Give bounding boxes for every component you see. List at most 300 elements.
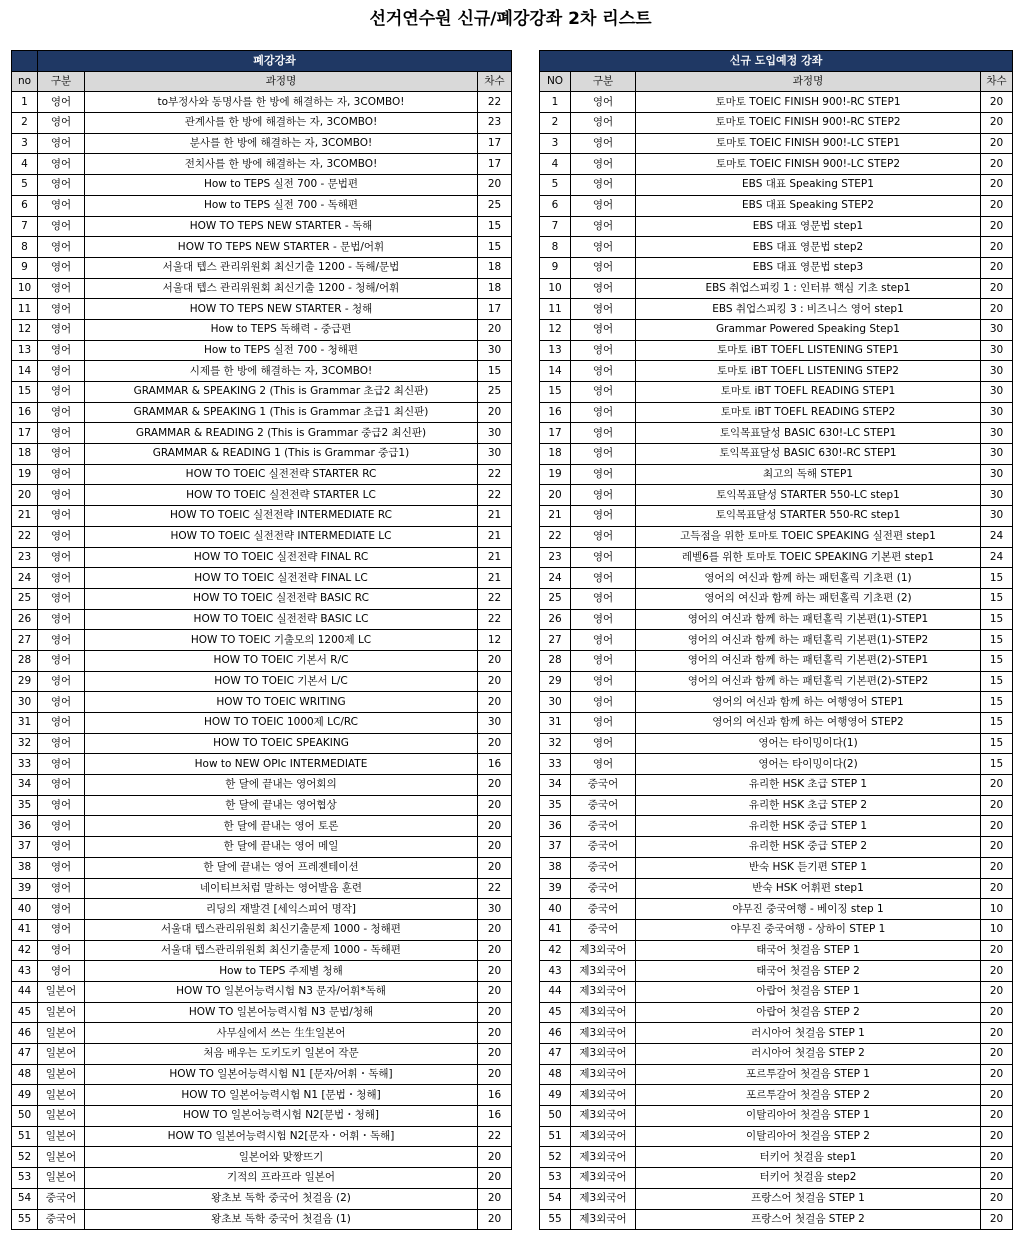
cell-category: 영어 — [571, 319, 636, 340]
table-row — [12, 257, 512, 278]
cell-no: 41 — [12, 919, 38, 940]
cell-category: 중국어 — [38, 1209, 85, 1230]
cell-course-name: 전치사를 한 방에 해결하는 자, 3COMBO! — [85, 154, 478, 175]
cell-course-name: EBS 취업스피킹 3 : 비즈니스 영어 step1 — [636, 299, 981, 320]
cell-category: 제3외국어 — [571, 1002, 636, 1023]
cell-sessions: 15 — [981, 671, 1013, 692]
cell-category: 영어 — [38, 878, 85, 899]
cell-category: 영어 — [38, 816, 85, 837]
cell-course-name: HOW TO TOEIC 실전전략 FINAL RC — [85, 547, 478, 568]
cell-course-name: 태국어 첫걸음 STEP 2 — [636, 961, 981, 982]
cell-course-name: 영어의 여신과 함께 하는 패턴홀릭 기초편 (2) — [636, 588, 981, 609]
cell-no: 15 — [12, 382, 38, 403]
cell-no: 53 — [540, 1168, 571, 1189]
cell-sessions: 25 — [478, 382, 512, 403]
cell-course-name: 영어는 타이밍이다(1) — [636, 733, 981, 754]
cell-course-name: 토마토 TOEIC FINISH 900!-LC STEP1 — [636, 133, 981, 154]
table-row — [12, 981, 512, 1002]
cell-course-name: How to TEPS 실전 700 - 독해편 — [85, 195, 478, 216]
cell-sessions: 17 — [478, 133, 512, 154]
table-row — [540, 361, 1013, 382]
cell-course-name: to부정사와 동명사를 한 방에 해결하는 자, 3COMBO! — [85, 92, 478, 113]
cell-course-name: 토마토 TOEIC FINISH 900!-RC STEP2 — [636, 113, 981, 134]
table-row — [12, 361, 512, 382]
table-row — [12, 1168, 512, 1189]
cell-category: 영어 — [571, 526, 636, 547]
cell-course-name: 아랍어 첫걸음 STEP 1 — [636, 981, 981, 1002]
cell-sessions: 30 — [478, 444, 512, 465]
cell-no: 45 — [540, 1002, 571, 1023]
cell-sessions: 20 — [478, 319, 512, 340]
cell-category: 영어 — [38, 857, 85, 878]
cell-sessions: 22 — [478, 609, 512, 630]
cell-category: 영어 — [38, 775, 85, 796]
cell-course-name: 시제를 한 방에 해결하는 자, 3COMBO! — [85, 361, 478, 382]
cell-no: 53 — [12, 1168, 38, 1189]
cell-no: 27 — [540, 630, 571, 651]
cell-course-name: 한 달에 끝내는 영어회의 — [85, 775, 478, 796]
table-row — [540, 940, 1013, 961]
table-row — [540, 713, 1013, 734]
cell-no: 36 — [540, 816, 571, 837]
cell-sessions: 30 — [981, 485, 1013, 506]
table-row — [12, 899, 512, 920]
table-row — [540, 671, 1013, 692]
table-row — [12, 506, 512, 527]
cell-sessions: 20 — [478, 816, 512, 837]
cell-category: 제3외국어 — [571, 1188, 636, 1209]
cell-sessions: 20 — [478, 1023, 512, 1044]
cell-no: 41 — [540, 919, 571, 940]
cell-no: 29 — [540, 671, 571, 692]
table-row — [540, 526, 1013, 547]
cell-no: 46 — [540, 1023, 571, 1044]
cell-no: 16 — [540, 402, 571, 423]
cell-no: 23 — [12, 547, 38, 568]
cell-course-name: 한 달에 끝내는 영어 프레젠테이션 — [85, 857, 478, 878]
cell-no: 19 — [540, 464, 571, 485]
cell-sessions: 22 — [478, 1126, 512, 1147]
cell-sessions: 16 — [478, 754, 512, 775]
cell-sessions: 20 — [981, 1126, 1013, 1147]
cell-course-name: 토마토 TOEIC FINISH 900!-LC STEP2 — [636, 154, 981, 175]
cell-category: 일본어 — [38, 1023, 85, 1044]
cell-course-name: GRAMMAR & SPEAKING 2 (This is Grammar 초급2 최신판) — [85, 382, 478, 403]
cell-category: 영어 — [571, 216, 636, 237]
cell-no: 10 — [540, 278, 571, 299]
cell-no: 26 — [540, 609, 571, 630]
cell-no: 7 — [540, 216, 571, 237]
cell-category: 영어 — [38, 568, 85, 589]
cell-sessions: 15 — [981, 754, 1013, 775]
cell-sessions: 20 — [981, 1147, 1013, 1168]
closed-courses-table — [11, 50, 512, 1230]
cell-no: 43 — [12, 961, 38, 982]
table-row — [540, 278, 1013, 299]
cell-sessions: 15 — [981, 568, 1013, 589]
cell-no: 21 — [540, 506, 571, 527]
table-row — [540, 857, 1013, 878]
cell-category: 영어 — [571, 692, 636, 713]
cell-no: 52 — [540, 1147, 571, 1168]
cell-course-name: HOW TO TOEIC WRITING — [85, 692, 478, 713]
cell-course-name: HOW TO TOEIC 실전전략 STARTER RC — [85, 464, 478, 485]
table-row — [540, 899, 1013, 920]
table-row — [12, 1002, 512, 1023]
cell-course-name: GRAMMAR & READING 2 (This is Grammar 중급2 최신판) — [85, 423, 478, 444]
cell-sessions: 20 — [478, 733, 512, 754]
cell-category: 영어 — [38, 609, 85, 630]
cell-course-name: 영어의 여신과 함께 하는 패턴홀릭 기본편(2)-STEP1 — [636, 650, 981, 671]
cell-course-name: 네이티브처럼 말하는 영어발음 훈련 — [85, 878, 478, 899]
cell-category: 영어 — [571, 485, 636, 506]
table-row — [540, 919, 1013, 940]
cell-category: 영어 — [571, 733, 636, 754]
cell-no: 55 — [540, 1209, 571, 1230]
cell-category: 중국어 — [571, 816, 636, 837]
table-row — [12, 754, 512, 775]
cell-sessions: 20 — [981, 1002, 1013, 1023]
cell-category: 영어 — [38, 92, 85, 113]
table-row — [540, 692, 1013, 713]
cell-course-name: 반숙 HSK 어휘편 step1 — [636, 878, 981, 899]
cell-sessions: 20 — [478, 837, 512, 858]
table-row — [12, 216, 512, 237]
cell-category: 제3외국어 — [571, 981, 636, 1002]
table-row — [12, 1188, 512, 1209]
table-row — [540, 319, 1013, 340]
cell-course-name: 야무진 중국여행 - 베이징 step 1 — [636, 899, 981, 920]
cell-no: 8 — [540, 237, 571, 258]
table-row — [12, 423, 512, 444]
cell-course-name: 영어의 여신과 함께 하는 패턴홀릭 기초편 (1) — [636, 568, 981, 589]
table-row — [12, 961, 512, 982]
table-row — [12, 1085, 512, 1106]
cell-course-name: 최고의 독해 STEP1 — [636, 464, 981, 485]
cell-no: 3 — [540, 133, 571, 154]
cell-no: 39 — [12, 878, 38, 899]
table-row — [540, 237, 1013, 258]
table-row — [540, 547, 1013, 568]
cell-course-name: HOW TO TEPS NEW STARTER - 독해 — [85, 216, 478, 237]
cell-category: 영어 — [571, 154, 636, 175]
table-row — [540, 92, 1013, 113]
cell-course-name: EBS 대표 Speaking STEP2 — [636, 195, 981, 216]
cell-sessions: 25 — [478, 195, 512, 216]
cell-sessions: 20 — [478, 1168, 512, 1189]
cell-sessions: 30 — [478, 713, 512, 734]
cell-sessions: 20 — [981, 113, 1013, 134]
cell-sessions: 20 — [478, 671, 512, 692]
cell-course-name: EBS 취업스피킹 1 : 인터뷰 핵심 기초 step1 — [636, 278, 981, 299]
cell-sessions: 23 — [478, 113, 512, 134]
cell-category: 제3외국어 — [571, 1209, 636, 1230]
cell-course-name: HOW TO TEPS NEW STARTER - 문법/어휘 — [85, 237, 478, 258]
cell-sessions: 30 — [981, 382, 1013, 403]
cell-category: 영어 — [571, 547, 636, 568]
table-row — [540, 464, 1013, 485]
cell-sessions: 30 — [981, 361, 1013, 382]
cell-category: 중국어 — [571, 795, 636, 816]
cell-sessions: 16 — [478, 1106, 512, 1127]
table-row — [540, 630, 1013, 651]
cell-no: 1 — [12, 92, 38, 113]
cell-no: 6 — [12, 195, 38, 216]
table-row — [540, 113, 1013, 134]
cell-course-name: 포르투갈어 첫걸음 STEP 1 — [636, 1064, 981, 1085]
cell-course-name: HOW TO TOEIC 기본서 L/C — [85, 671, 478, 692]
cell-course-name: 영어의 여신과 함께 하는 패턴홀릭 기본편(1)-STEP1 — [636, 609, 981, 630]
cell-sessions: 22 — [478, 92, 512, 113]
cell-no: 24 — [540, 568, 571, 589]
cell-no: 13 — [12, 340, 38, 361]
cell-course-name: 야무진 중국여행 - 상하이 STEP 1 — [636, 919, 981, 940]
cell-no: 55 — [12, 1209, 38, 1230]
cell-course-name: 서울대 텝스관리위원회 최신기출문제 1000 - 청해편 — [85, 919, 478, 940]
table-row — [540, 175, 1013, 196]
cell-no: 22 — [540, 526, 571, 547]
cell-no: 38 — [540, 857, 571, 878]
table-row — [540, 257, 1013, 278]
table-row — [12, 299, 512, 320]
cell-no: 2 — [12, 113, 38, 134]
cell-sessions: 12 — [478, 630, 512, 651]
cell-sessions: 20 — [981, 1168, 1013, 1189]
cell-sessions: 15 — [981, 713, 1013, 734]
table-row — [12, 1064, 512, 1085]
table-row — [12, 568, 512, 589]
cell-sessions: 20 — [981, 940, 1013, 961]
cell-no: 49 — [12, 1085, 38, 1106]
cell-category: 일본어 — [38, 1126, 85, 1147]
cell-course-name: 토익목표달성 STARTER 550-RC step1 — [636, 506, 981, 527]
cell-sessions: 21 — [478, 526, 512, 547]
column-header-sessions: 차수 — [981, 71, 1013, 92]
cell-category: 영어 — [571, 754, 636, 775]
table-row — [12, 816, 512, 837]
table-row — [540, 195, 1013, 216]
cell-course-name: 기적의 프라프라 일본어 — [85, 1168, 478, 1189]
cell-no: 35 — [540, 795, 571, 816]
cell-course-name: 토마토 iBT TOEFL READING STEP1 — [636, 382, 981, 403]
cell-course-name: HOW TO TOEIC 1000제 LC/RC — [85, 713, 478, 734]
cell-category: 영어 — [571, 382, 636, 403]
cell-no: 37 — [12, 837, 38, 858]
table-row — [540, 1002, 1013, 1023]
cell-sessions: 15 — [478, 216, 512, 237]
cell-course-name: 토익목표달성 STARTER 550-LC step1 — [636, 485, 981, 506]
table-row — [540, 588, 1013, 609]
cell-no: 44 — [540, 981, 571, 1002]
cell-sessions: 20 — [478, 1209, 512, 1230]
cell-course-name: HOW TO TOEIC SPEAKING — [85, 733, 478, 754]
table-row — [540, 402, 1013, 423]
cell-category: 영어 — [571, 423, 636, 444]
cell-course-name: HOW TO TOEIC 실전전략 BASIC LC — [85, 609, 478, 630]
cell-course-name: 러시아어 첫걸음 STEP 2 — [636, 1044, 981, 1065]
table-row — [540, 382, 1013, 403]
table-row — [12, 278, 512, 299]
cell-category: 영어 — [571, 278, 636, 299]
cell-category: 영어 — [571, 113, 636, 134]
cell-course-name: HOW TO TOEIC 기본서 R/C — [85, 650, 478, 671]
cell-sessions: 17 — [478, 299, 512, 320]
cell-no: 5 — [540, 175, 571, 196]
cell-sessions: 30 — [478, 340, 512, 361]
cell-category: 영어 — [38, 402, 85, 423]
table-row — [540, 1085, 1013, 1106]
cell-no: 11 — [540, 299, 571, 320]
cell-course-name: 분사를 한 방에 해결하는 자, 3COMBO! — [85, 133, 478, 154]
cell-no: 9 — [540, 257, 571, 278]
cell-course-name: How to TEPS 실전 700 - 청해편 — [85, 340, 478, 361]
cell-sessions: 20 — [478, 795, 512, 816]
cell-category: 영어 — [571, 299, 636, 320]
cell-course-name: GRAMMAR & READING 1 (This is Grammar 중급1) — [85, 444, 478, 465]
table-row — [540, 1168, 1013, 1189]
cell-sessions: 21 — [478, 547, 512, 568]
cell-category: 제3외국어 — [571, 961, 636, 982]
cell-category: 중국어 — [38, 1188, 85, 1209]
cell-no: 28 — [540, 650, 571, 671]
cell-category: 영어 — [38, 506, 85, 527]
table-row — [12, 133, 512, 154]
table-row — [540, 1106, 1013, 1127]
cell-category: 영어 — [38, 733, 85, 754]
table-row — [12, 919, 512, 940]
cell-category: 일본어 — [38, 1044, 85, 1065]
cell-course-name: 프랑스어 첫걸음 STEP 1 — [636, 1188, 981, 1209]
cell-category: 영어 — [38, 795, 85, 816]
cell-sessions: 30 — [981, 506, 1013, 527]
cell-no: 44 — [12, 981, 38, 1002]
cell-no: 20 — [12, 485, 38, 506]
table-row — [12, 547, 512, 568]
table-row — [540, 340, 1013, 361]
column-header-course-name: 과정명 — [636, 71, 981, 92]
table-row — [540, 1188, 1013, 1209]
cell-sessions: 30 — [981, 464, 1013, 485]
cell-sessions: 20 — [478, 650, 512, 671]
cell-category: 영어 — [571, 237, 636, 258]
cell-course-name: 토마토 TOEIC FINISH 900!-RC STEP1 — [636, 92, 981, 113]
table-row — [540, 133, 1013, 154]
cell-sessions: 15 — [981, 609, 1013, 630]
table-row — [540, 1064, 1013, 1085]
cell-sessions: 20 — [478, 175, 512, 196]
cell-course-name: 태국어 첫걸음 STEP 1 — [636, 940, 981, 961]
cell-course-name: HOW TO TOEIC 기출모의 1200제 LC — [85, 630, 478, 651]
table-row — [540, 506, 1013, 527]
cell-category: 영어 — [38, 713, 85, 734]
cell-no: 15 — [540, 382, 571, 403]
cell-category: 영어 — [571, 257, 636, 278]
table-row — [12, 692, 512, 713]
cell-sessions: 15 — [981, 630, 1013, 651]
cell-sessions: 20 — [478, 402, 512, 423]
cell-no: 30 — [540, 692, 571, 713]
cell-no: 45 — [12, 1002, 38, 1023]
table-row — [12, 1023, 512, 1044]
table-row — [12, 630, 512, 651]
cell-course-name: 유리한 HSK 중급 STEP 2 — [636, 837, 981, 858]
cell-category: 영어 — [38, 588, 85, 609]
cell-sessions: 20 — [981, 1188, 1013, 1209]
cell-sessions: 20 — [478, 981, 512, 1002]
cell-course-name: 고득점을 위한 토마토 TOEIC SPEAKING 실전편 step1 — [636, 526, 981, 547]
cell-sessions: 20 — [981, 1064, 1013, 1085]
cell-course-name: 영어의 여신과 함께 하는 패턴홀릭 기본편(1)-STEP2 — [636, 630, 981, 651]
cell-no: 37 — [540, 837, 571, 858]
cell-category: 제3외국어 — [571, 1064, 636, 1085]
table-row — [12, 713, 512, 734]
cell-no: 4 — [540, 154, 571, 175]
cell-category: 일본어 — [38, 1168, 85, 1189]
cell-category: 제3외국어 — [571, 1085, 636, 1106]
cell-no: 27 — [12, 630, 38, 651]
table-row — [540, 650, 1013, 671]
cell-course-name: 터키어 첫걸음 step1 — [636, 1147, 981, 1168]
cell-no: 22 — [12, 526, 38, 547]
cell-no: 2 — [540, 113, 571, 134]
cell-course-name: 토마토 iBT TOEFL LISTENING STEP2 — [636, 361, 981, 382]
cell-course-name: HOW TO TEPS NEW STARTER - 청해 — [85, 299, 478, 320]
cell-sessions: 22 — [478, 588, 512, 609]
table-row — [12, 795, 512, 816]
cell-category: 영어 — [571, 568, 636, 589]
cell-sessions: 20 — [981, 92, 1013, 113]
cell-course-name: 한 달에 끝내는 영어 메일 — [85, 837, 478, 858]
cell-category: 영어 — [38, 485, 85, 506]
cell-no: 12 — [540, 319, 571, 340]
cell-course-name: HOW TO 일본어능력시험 N1 [문법・청해] — [85, 1085, 478, 1106]
table-row — [540, 795, 1013, 816]
table-row — [12, 775, 512, 796]
table-row — [540, 444, 1013, 465]
table-row — [12, 175, 512, 196]
cell-no: 35 — [12, 795, 38, 816]
cell-sessions: 20 — [981, 133, 1013, 154]
cell-course-name: 유리한 HSK 초급 STEP 1 — [636, 775, 981, 796]
cell-category: 영어 — [571, 650, 636, 671]
cell-sessions: 20 — [981, 961, 1013, 982]
cell-no: 17 — [12, 423, 38, 444]
cell-sessions: 22 — [478, 464, 512, 485]
cell-course-name: HOW TO TOEIC 실전전략 INTERMEDIATE LC — [85, 526, 478, 547]
cell-no: 34 — [540, 775, 571, 796]
cell-no: 14 — [12, 361, 38, 382]
table-row — [540, 1209, 1013, 1230]
group-header-closed: 폐강강좌 — [38, 51, 512, 72]
cell-sessions: 21 — [478, 568, 512, 589]
cell-category: 제3외국어 — [571, 1126, 636, 1147]
cell-course-name: 왕초보 독학 중국어 첫걸음 (2) — [85, 1188, 478, 1209]
table-row — [12, 154, 512, 175]
new-courses-body — [540, 92, 1013, 1230]
cell-no: 18 — [12, 444, 38, 465]
cell-category: 영어 — [38, 961, 85, 982]
cell-sessions: 20 — [478, 1188, 512, 1209]
table-row — [12, 1044, 512, 1065]
cell-category: 영어 — [571, 361, 636, 382]
cell-no: 47 — [540, 1044, 571, 1065]
cell-no: 43 — [540, 961, 571, 982]
cell-sessions: 15 — [981, 650, 1013, 671]
cell-sessions: 20 — [981, 1209, 1013, 1230]
cell-sessions: 20 — [981, 1106, 1013, 1127]
cell-sessions: 20 — [981, 154, 1013, 175]
cell-course-name: 아랍어 첫걸음 STEP 2 — [636, 1002, 981, 1023]
